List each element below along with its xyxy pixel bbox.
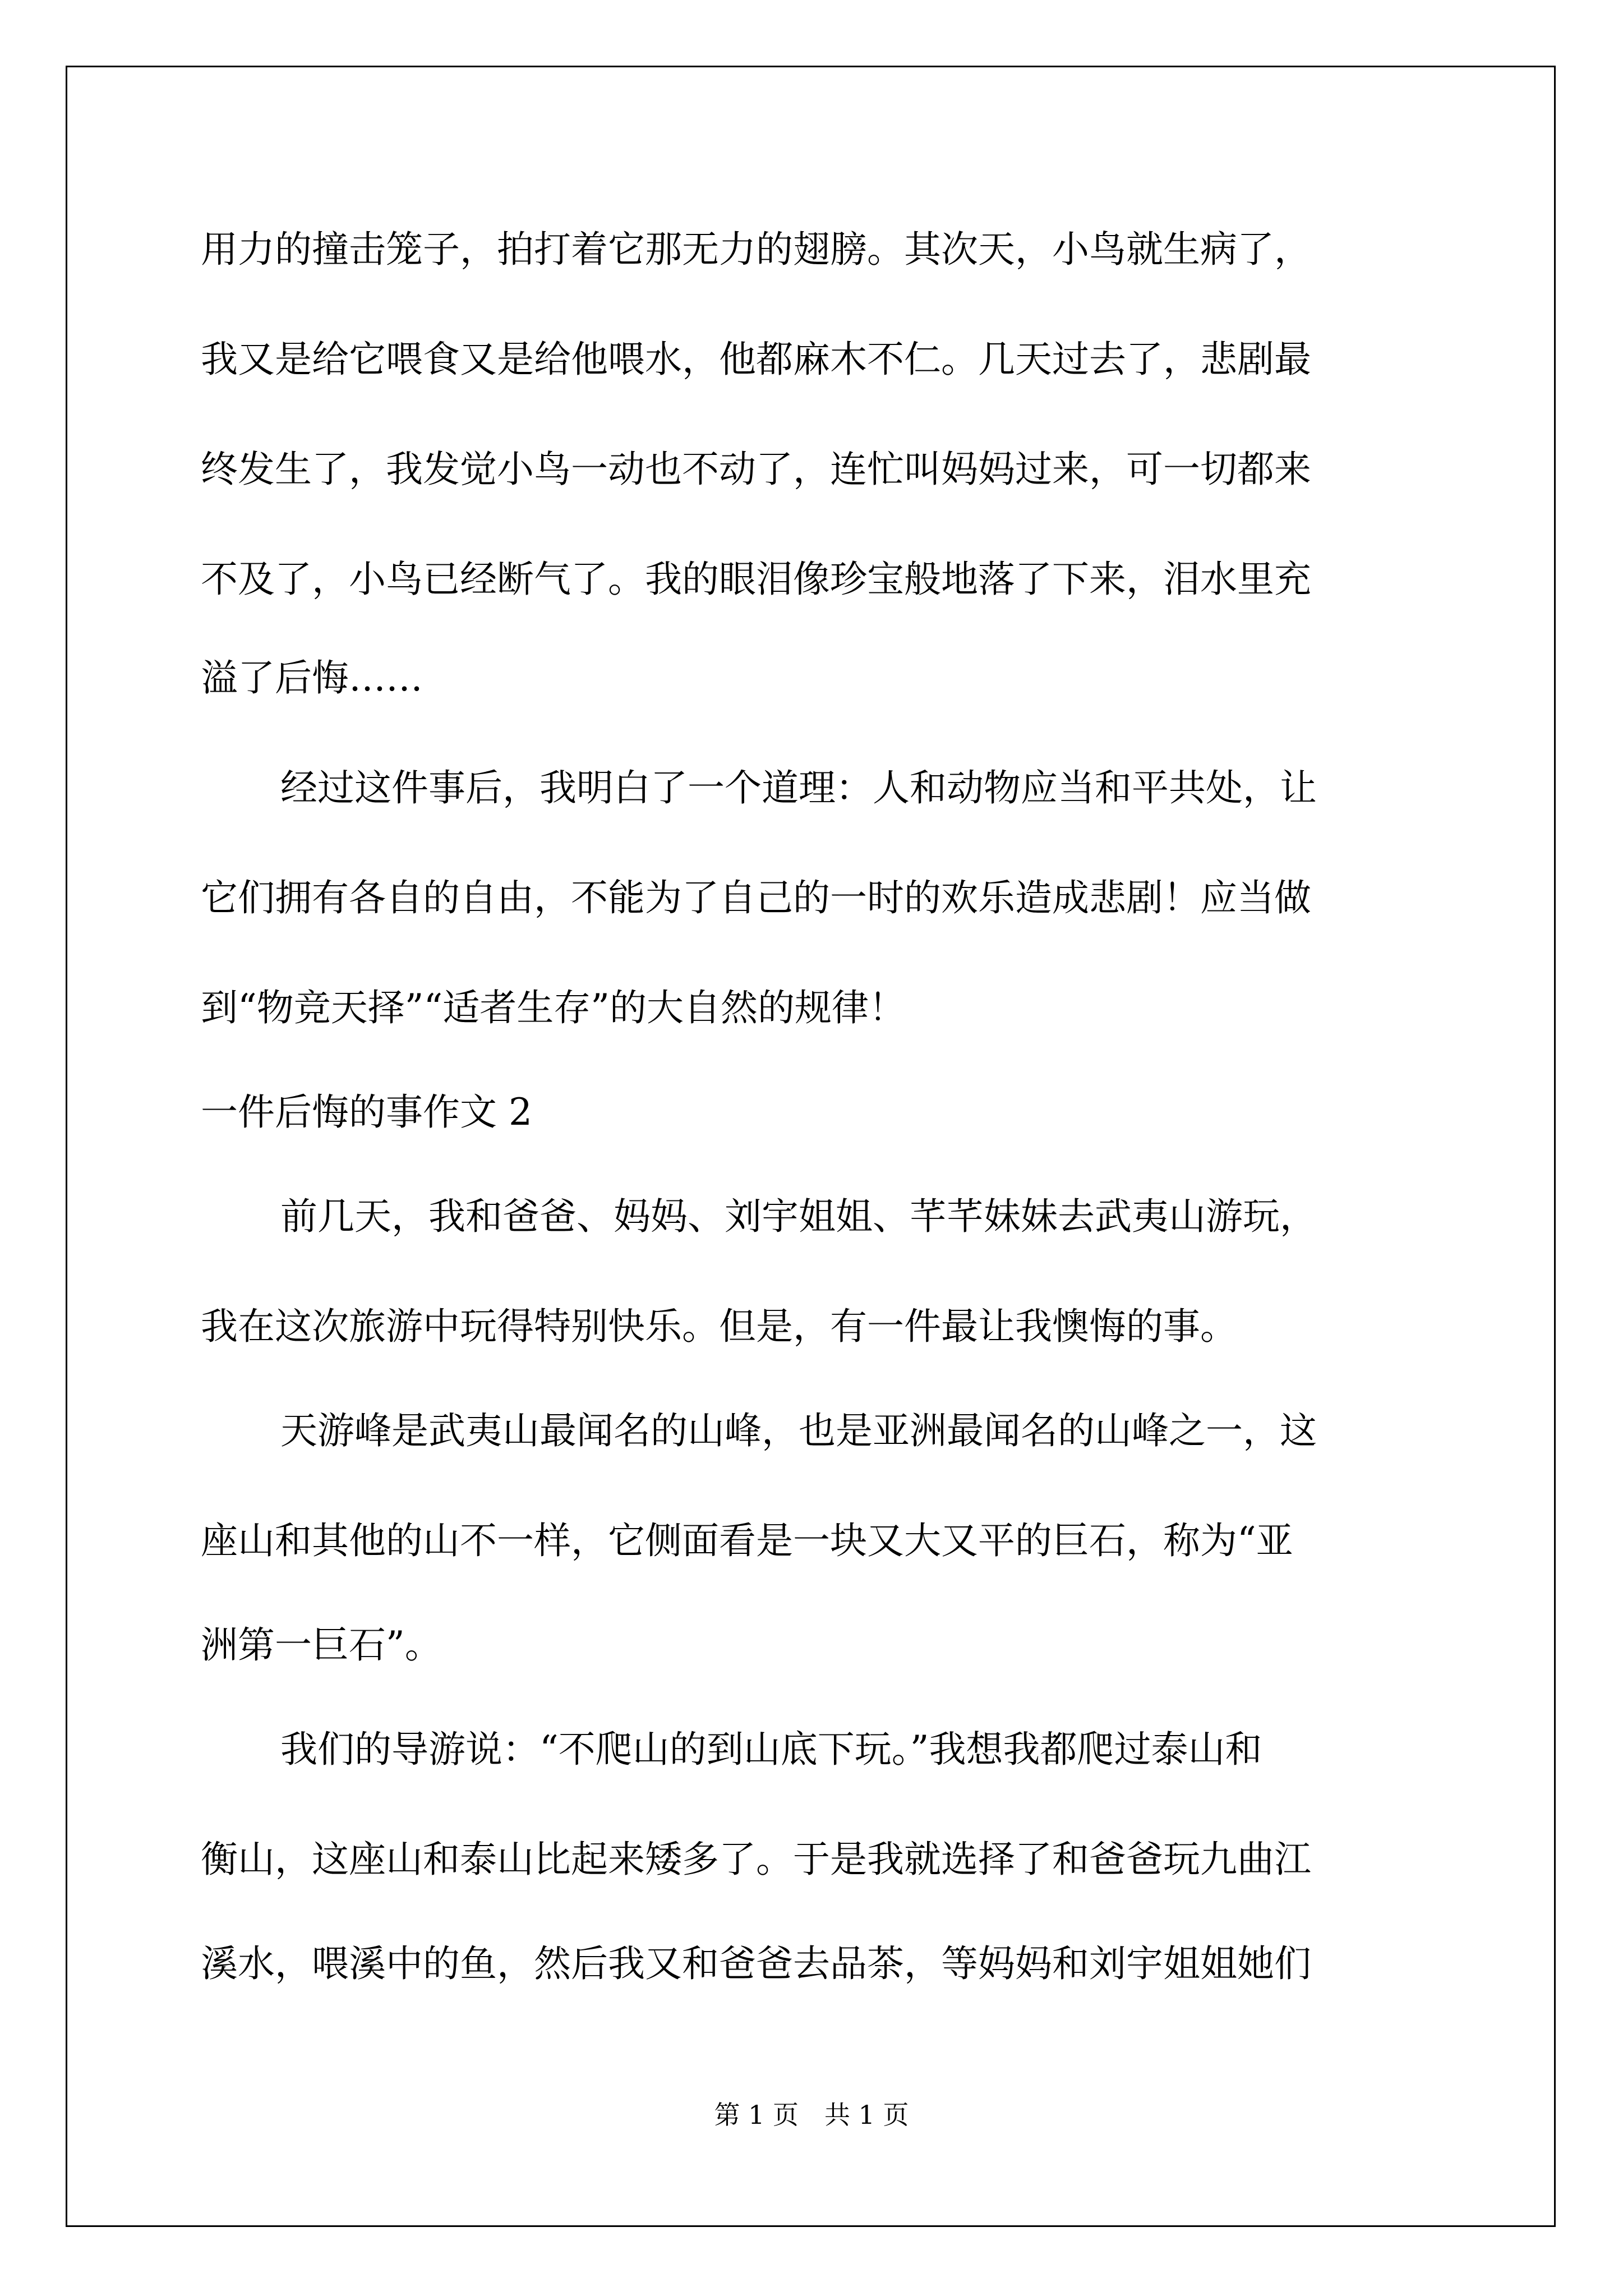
paragraph-line: 终发生了，我发觉小鸟一动也不动了，连忙叫妈妈过来，可一切都来 (201, 448, 1311, 491)
section-heading: 一件后悔的事作文 2 (201, 1091, 532, 1134)
paragraph-line: 我又是给它喂食又是给他喂水，他都麻木不仁。几天过去了，悲剧最 (201, 338, 1311, 381)
paragraph-line: 衡山，这座山和泰山比起来矮多了。于是我就选择了和爸爸玩九曲江 (201, 1838, 1311, 1881)
paragraph-line: 不及了，小鸟已经断气了。我的眼泪像珍宝般地落了下来，泪水里充 (201, 558, 1311, 601)
paragraph-line: 洲第一巨石”。 (201, 1623, 442, 1667)
paragraph-line: 天游峰是武夷山最闻名的山峰，也是亚洲最闻名的山峰之一，这 (280, 1409, 1317, 1452)
paragraph-line: 溢了后悔…… (201, 656, 423, 700)
paragraph-line: 用力的撞击笼子，拍打着它那无力的翅膀。其次天，小鸟就生病了， (201, 228, 1311, 271)
page-frame (66, 66, 1556, 2227)
paragraph-line: 座山和其他的山不一样，它侧面看是一块又大又平的巨石，称为“亚 (201, 1519, 1293, 1562)
page-footer (0, 2098, 1623, 2132)
paragraph-line: 到“物竞天择”“适者生存”的大自然的规律！ (201, 986, 906, 1029)
paragraph-line: 前几天，我和爸爸、妈妈、刘宇姐姐、芊芊妹妹去武夷山游玩， (280, 1195, 1317, 1238)
paragraph-line: 我在这次旅游中玩得特别快乐。但是，有一件最让我懊悔的事。 (201, 1305, 1237, 1348)
paragraph-line: 经过这件事后，我明白了一个道理：人和动物应当和平共处，让 (280, 766, 1317, 809)
page-number-current: 第 1 页 (714, 2100, 799, 2130)
paragraph-line: 它们拥有各自的自由，不能为了自己的一时的欢乐造成悲剧！应当做 (201, 876, 1311, 919)
paragraph-line: 我们的导游说：“不爬山的到山底下玩。”我想我都爬过泰山和 (280, 1728, 1262, 1771)
paragraph-line: 溪水，喂溪中的鱼，然后我又和爸爸去品茶，等妈妈和刘宇姐姐她们 (201, 1942, 1311, 1985)
page-number-total: 共 1 页 (824, 2100, 909, 2130)
